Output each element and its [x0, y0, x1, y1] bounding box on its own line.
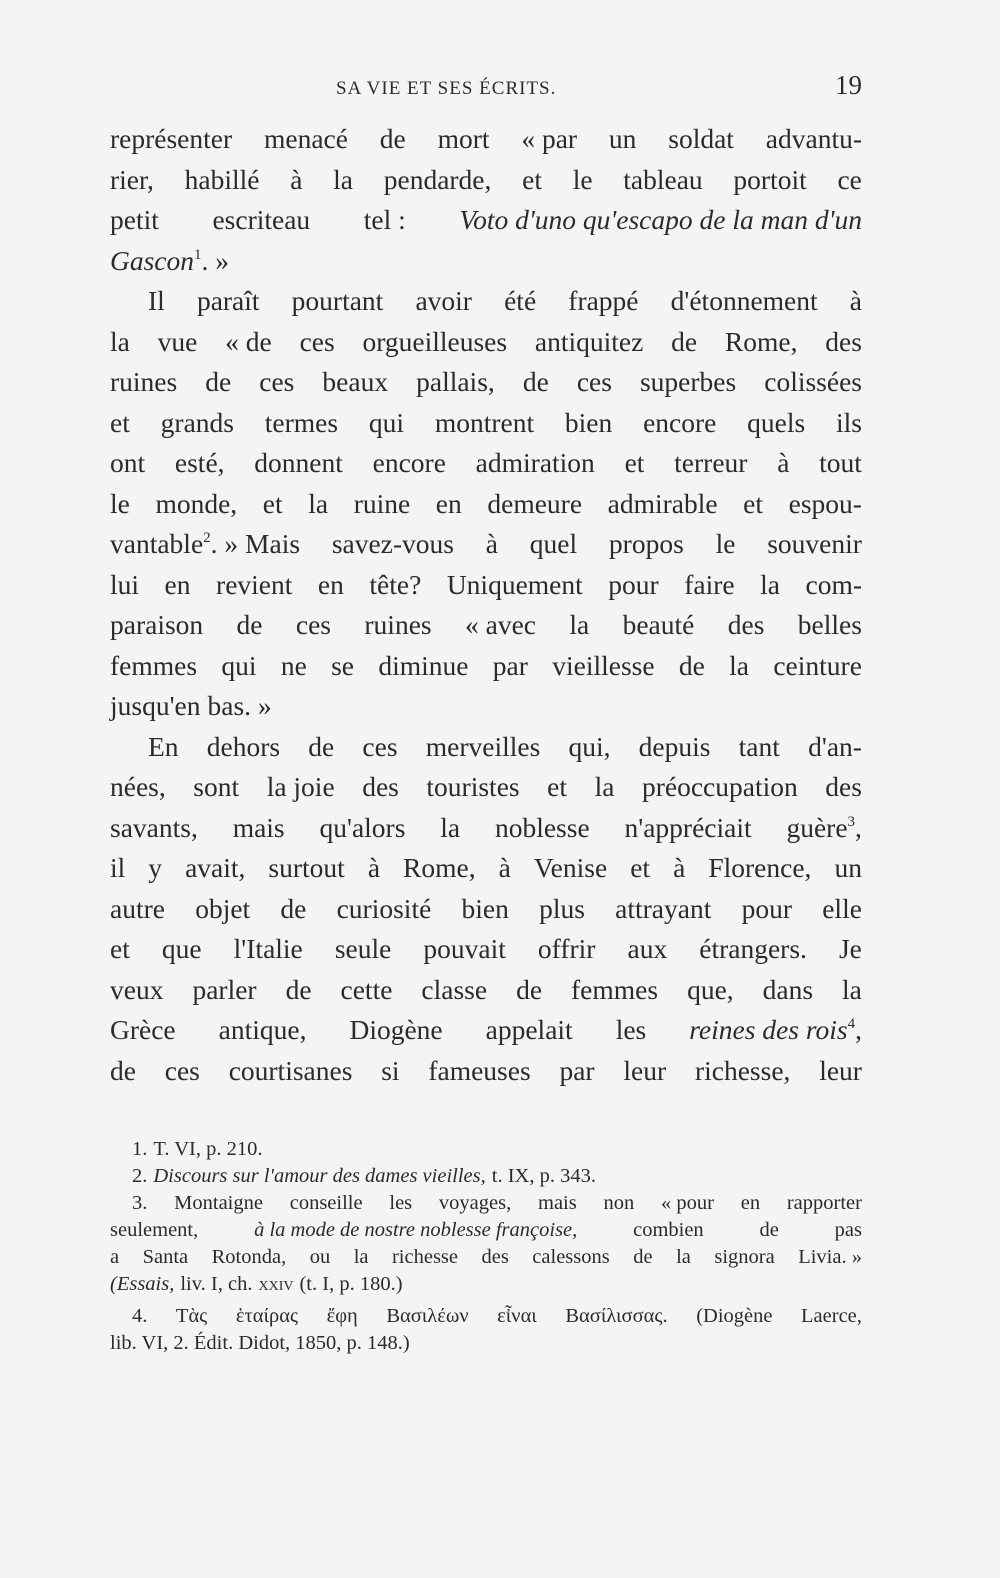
- text-line: petit escriteau tel : Voto d'uno qu'escapo de la man d'un: [110, 204, 862, 235]
- footnote-1: 1. T. VI, p. 210.: [132, 1138, 263, 1160]
- text-line: rier, habillé à la pendarde, et le tableau portoit ce: [110, 163, 862, 195]
- text-line: et que l'Italie seule pouvait offrir aux étrangers. Je: [110, 933, 862, 964]
- footnote-ref-1: 1: [194, 246, 202, 263]
- footnote-3-line: (Essais, liv. I, ch. xxiv (t. I, p. 180.): [110, 1273, 403, 1295]
- text-line: de ces courtisanes si fameuses par leur richesse, leur: [110, 1054, 862, 1086]
- text-line: En dehors de ces merveilles qui, depuis tant d'an-: [148, 730, 862, 762]
- footnote-ref-4: 4: [847, 1016, 856, 1032]
- main-text: [110, 119, 862, 1091]
- text-line: la vue « de ces orgueilleuses antiquitez de Rome, des: [110, 325, 862, 357]
- text-line: Il paraît pourtant avoir été frappé d'étonnement à: [148, 285, 862, 316]
- text-line: vantable$^2$. » Mais savez-vous à quel propos le souvenir: [110, 528, 862, 559]
- text-line: Grèce antique, Diogène appelait les reines des rois$^4$,: [110, 1014, 862, 1045]
- text-line: nées, sont la joie des touristes et la préoccupation des: [110, 771, 862, 802]
- text-line: ont esté, donnent encore admiration et terreur à tout: [110, 447, 862, 478]
- text-line: et grands termes qui montrent bien encore quels ils: [110, 406, 862, 438]
- text-line: ruines de ces beaux pallais, de ces superbes colissées: [110, 366, 862, 397]
- footnote-ref-2: 2: [203, 530, 211, 546]
- text-line: autre objet de curiosité bien plus attrayant pour elle: [110, 892, 862, 924]
- footnote-2: 2. Discours sur l'amour des dames vieilles, t. IX, p. 343.: [132, 1165, 596, 1187]
- text-line: il y avait, surtout à Rome, à Venise et à Florence, un: [110, 852, 862, 883]
- running-head: [110, 70, 862, 104]
- text-line: savants, mais qu'alors la noblesse n'appréciait guère$^3$,: [110, 811, 862, 843]
- text-line: femmes qui ne se diminue par vieillesse de la ceinture: [110, 649, 862, 681]
- text-line: jusqu'en bas. »: [110, 690, 272, 721]
- running-title: SA VIE ET SES ÉCRITS.: [336, 78, 557, 99]
- text-line: Gascon$^1$. »: [110, 244, 230, 276]
- footnote-3-line: a Santa Rotonda, ou la richesse des calessons de la signora Livia. »: [110, 1246, 862, 1268]
- text-line: paraison de ces ruines « avec la beauté des belles: [110, 609, 862, 640]
- text-line: représenter menacé de mort « par un soldat advantu-: [110, 123, 862, 154]
- page-number: 19: [835, 70, 862, 100]
- text-line: le monde, et la ruine en demeure admirable et espou-: [110, 487, 862, 519]
- footnote-ref-3: 3: [847, 813, 856, 830]
- footnote-4: 4. Τὰς ἑταίρας ἔφη Βασιλέων εἶναι Βασίλισσας. (Diogène Laerce,: [132, 1305, 862, 1327]
- footnote-3-line: seulement, à la mode de nostre noblesse françoise, combien de pas: [110, 1219, 862, 1241]
- footnotes: [110, 1136, 862, 1357]
- footnote-4-line: lib. VI, 2. Édit. Didot, 1850, p. 148.): [110, 1332, 410, 1354]
- footnote-3: 3. Montaigne conseille les voyages, mais non « pour en rapporter: [132, 1192, 862, 1214]
- text-line: veux parler de cette classe de femmes que, dans la: [110, 973, 862, 1005]
- text-line: lui en revient en tête? Uniquement pour faire la com-: [110, 568, 862, 600]
